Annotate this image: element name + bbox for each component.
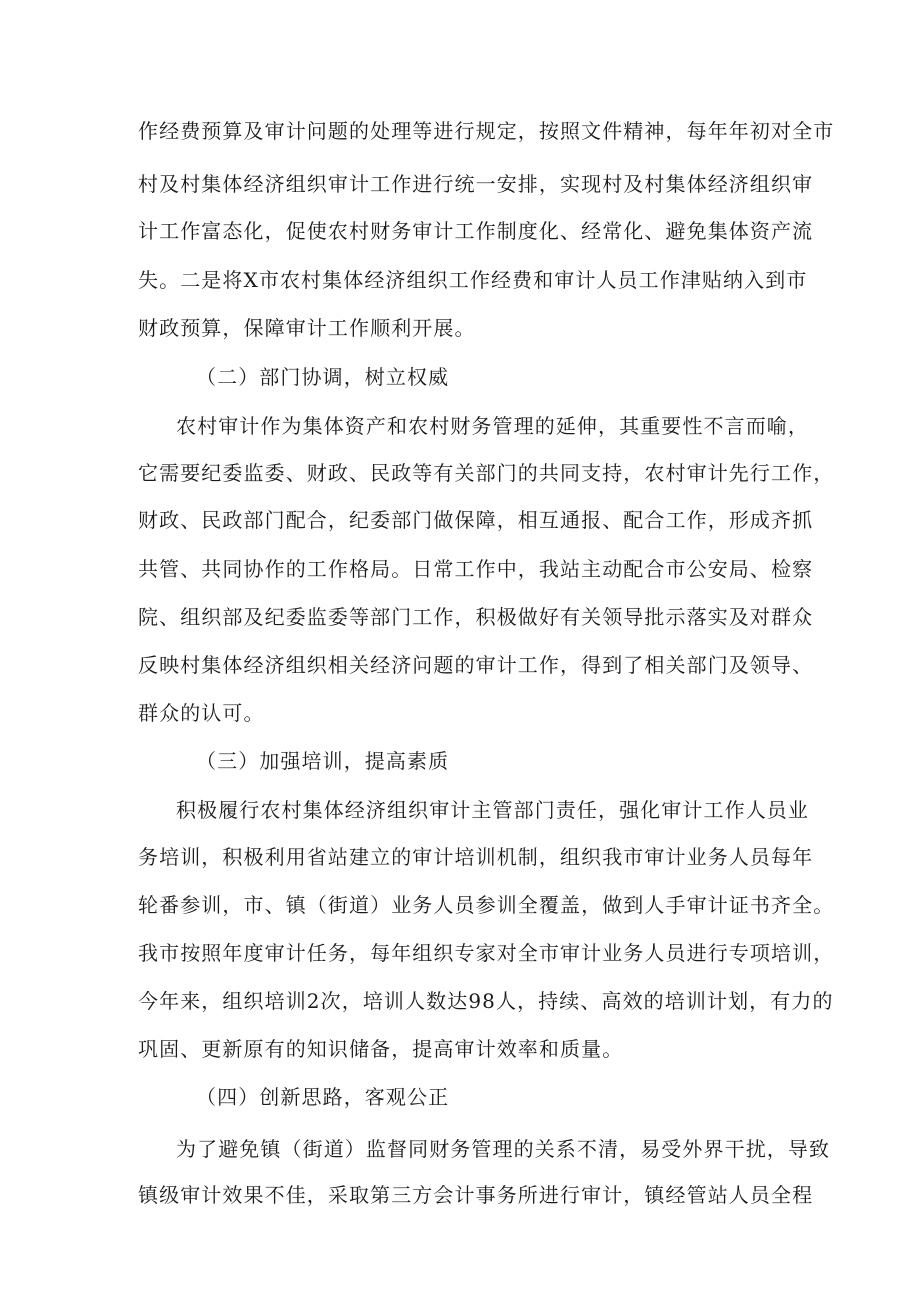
paragraph-line: 今年来，组织培训2次，培训人数达98人，持续、高效的培训计划，有力的 xyxy=(138,989,834,1013)
paragraph-line: 村及村集体经济组织审计工作进行统一安排，实现村及村集体经济组织审 xyxy=(138,172,814,196)
paragraph-line: 巩固、更新原有的知识储备，提高审计效率和质量。 xyxy=(138,1037,624,1061)
paragraph-line: 失。二是将X市农村集体经济组织工作经费和审计人员工作津贴纳入到市 xyxy=(138,268,808,292)
paragraph-line: 镇级审计效果不佳，采取第三方会计事务所进行审计，镇经管站人员全程 xyxy=(138,1183,814,1207)
paragraph-line: 财政预算，保障审计工作顺利开展。 xyxy=(138,316,476,340)
section-heading: （二）部门协调，树立权威 xyxy=(196,365,450,389)
paragraph-line: 财政、民政部门配合，纪委部门做保障，相互通报、配合工作，形成齐抓 xyxy=(138,508,814,532)
paragraph-line: 轮番参训，市、镇（街道）业务人员参训全覆盖，做到人手审计证书齐全。 xyxy=(138,893,835,917)
paragraph-line: 院、组织部及纪委监委等部门工作，积极做好有关领导批示落实及对群众 xyxy=(138,605,814,629)
paragraph-line: 作经费预算及审计问题的处理等进行规定，按照文件精神，每年年初对全市 xyxy=(138,119,835,143)
paragraph-line: 农村审计作为集体资产和农村财务管理的延伸，其重要性不言而喻， xyxy=(176,414,809,438)
section-heading: （三）加强培训，提高素质 xyxy=(196,749,450,773)
paragraph-line: 群众的认可。 xyxy=(138,701,265,725)
paragraph-line: 计工作富态化，促使农村财务审计工作制度化、经常化、避免集体资产流 xyxy=(138,219,814,243)
paragraph-line: 务培训，积极利用省站建立的审计培训机制，组织我市审计业务人员每年 xyxy=(138,845,814,869)
paragraph-line: 我市按照年度审计任务，每年组织专家对全市审计业务人员进行专项培训， xyxy=(138,941,835,965)
paragraph-line: 它需要纪委监委、财政、民政等有关部门的共同支持，农村审计先行工作， xyxy=(138,461,835,485)
paragraph-line: 共管、共同协作的工作格局。日常工作中，我站主动配合市公安局、检察 xyxy=(138,557,814,581)
section-heading: （四）创新思路，客观公正 xyxy=(196,1085,450,1109)
paragraph-line: 反映村集体经济组织相关经济问题的审计工作，得到了相关部门及领导、 xyxy=(138,653,814,677)
paragraph-line: 积极履行农村集体经济组织审计主管部门责任，强化审计工作人员业 xyxy=(176,798,809,822)
paragraph-line: 为了避免镇（街道）监督同财务管理的关系不清，易受外界干扰，导致 xyxy=(176,1137,831,1161)
